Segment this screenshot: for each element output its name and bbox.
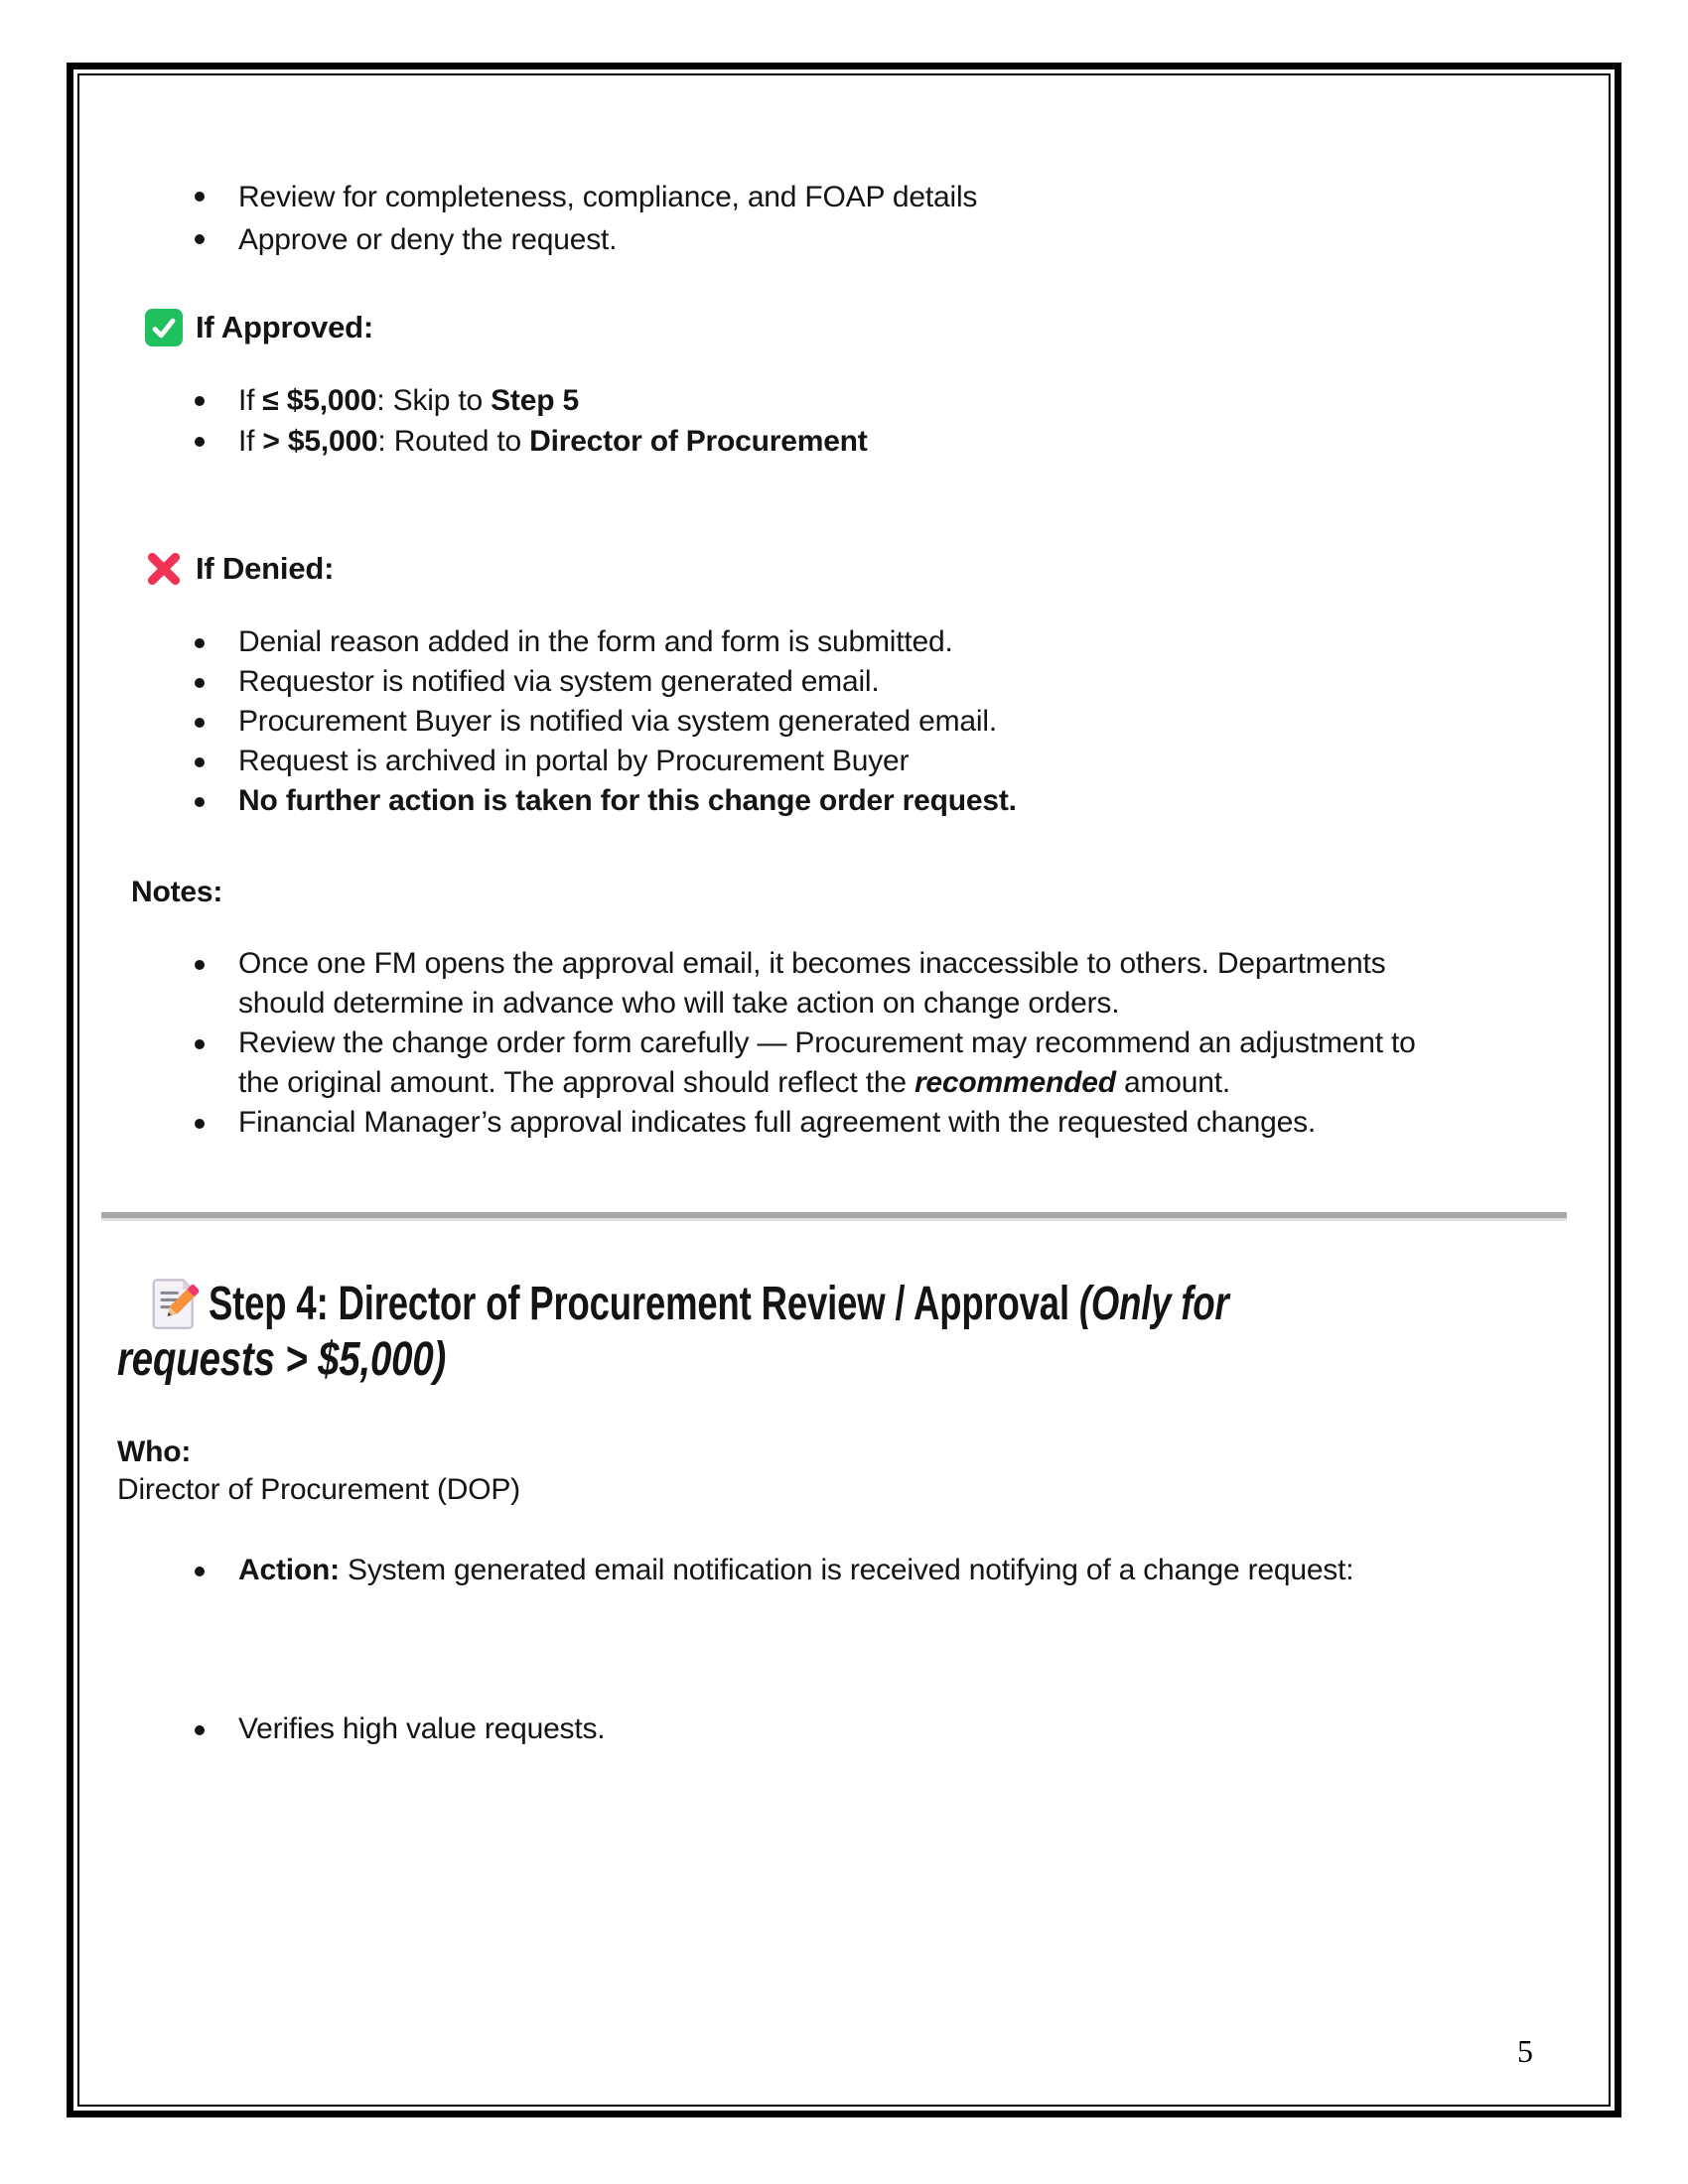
bullet-text: Procurement Buyer is notified via system generated email. [238, 705, 997, 738]
bullet-icon [195, 797, 205, 807]
bullet-icon [195, 718, 205, 728]
bullet-text: No further action is taken for this change order request. [238, 784, 1017, 817]
list-item [117, 421, 1567, 462]
verify-bullet-list [117, 1709, 1567, 1749]
list-item [117, 218, 1567, 261]
bullet-icon [195, 1039, 205, 1049]
bullet-text: Request is archived in portal by Procurement Buyer [238, 745, 910, 777]
cross-icon [145, 550, 183, 588]
bullet-icon [195, 960, 205, 970]
page-number: 5 [1517, 2033, 1533, 2069]
step4-heading-line2: requests > $5,000) [117, 1333, 447, 1386]
denied-bullet-list [117, 622, 1567, 821]
note-line: Once one FM opens the approval email, it becomes inaccessible to others. Departments [238, 947, 1386, 980]
denied-subheading [117, 547, 1567, 590]
list-item [117, 380, 1567, 421]
bullet-text: Requestor is notified via system generated email. [238, 665, 880, 698]
intro-bullet-list [117, 176, 1567, 261]
bullet-icon [195, 1567, 205, 1576]
list-item [117, 742, 1567, 781]
list-item [117, 622, 1567, 662]
list-item [117, 1103, 1567, 1143]
subheading-label: If Denied: [196, 551, 335, 586]
section-divider [101, 1212, 1567, 1221]
bullet-icon [195, 192, 205, 202]
list-item [117, 662, 1567, 702]
bullet-text: Review for completeness, compliance, and FOAP details [238, 181, 978, 213]
list-item [117, 944, 1567, 1024]
approved-subheading [117, 306, 1567, 348]
check-icon [145, 309, 183, 346]
who-label: Who: [117, 1435, 192, 1468]
list-item [117, 1709, 1567, 1749]
note-line: Financial Manager’s approval indicates full agreement with the requested changes. [238, 1106, 1317, 1139]
bullet-text: If > $5,000: Routed to Director of Procurement [238, 425, 868, 458]
notes-heading: Notes: [131, 876, 223, 908]
action-bullet-list [117, 1551, 1567, 1590]
who-block [117, 1433, 1567, 1509]
subheading-label: If Approved: [196, 310, 373, 344]
memo-icon [151, 1278, 199, 1329]
notes-bullet-list [117, 944, 1567, 1143]
who-value: Director of Procurement (DOP) [117, 1473, 520, 1506]
bullet-text: Action: System generated email notification is received notifying of a change request: [238, 1554, 1354, 1586]
approved-bullet-list [117, 380, 1567, 462]
bullet-icon [195, 1725, 205, 1735]
bullet-icon [195, 678, 205, 688]
bullet-icon [195, 1119, 205, 1129]
note-line: Review the change order form carefully — Procurement may recommend an adjustment to [238, 1026, 1416, 1059]
bullet-icon [195, 437, 205, 447]
bullet-text: If ≤ $5,000: Skip to Step 5 [238, 384, 579, 417]
document-content [117, 0, 1567, 1749]
step4-heading-line1: Step 4: Director of Procurement Review / Approval (Only for [117, 1277, 1567, 1332]
bullet-icon [195, 638, 205, 648]
step4-heading [117, 1277, 1567, 1388]
bullet-text: Verifies high value requests. [238, 1712, 606, 1745]
bullet-icon [195, 234, 205, 244]
list-item [117, 702, 1567, 742]
note-line: should determine in advance who will take action on change orders. [238, 987, 1120, 1020]
list-item [117, 176, 1567, 218]
list-item [117, 1551, 1567, 1590]
list-item [117, 781, 1567, 821]
bullet-icon [195, 396, 205, 406]
note-line: the original amount. The approval should reflect the recommended amount. [238, 1066, 1230, 1099]
bullet-text: Denial reason added in the form and form is submitted. [238, 625, 953, 658]
bullet-icon [195, 757, 205, 767]
bullet-text: Approve or deny the request. [238, 223, 618, 256]
list-item [117, 1024, 1567, 1103]
